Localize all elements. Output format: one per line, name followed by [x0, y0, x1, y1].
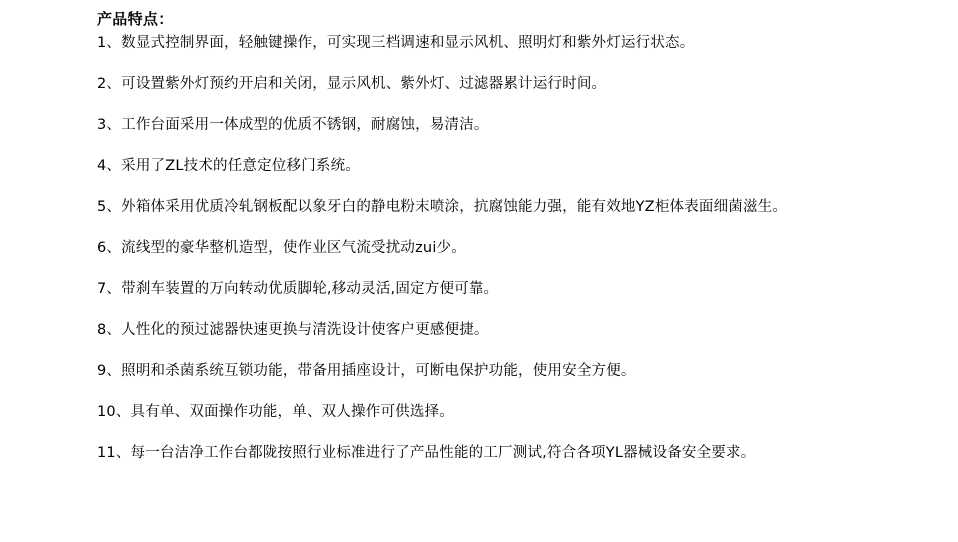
- list-item: 8、人性化的预过滤器快速更换与清洗设计使客户更感便捷。: [97, 322, 489, 338]
- list-item: 4、采用了ZL技术的任意定位移门系统。: [97, 158, 361, 174]
- product-feature-list: [97, 34, 938, 463]
- list-item: 2、可设置紫外灯预约开启和关闭，显示风机、紫外灯、过滤器累计运行时间。: [97, 76, 607, 92]
- list-item: 6、流线型的豪华整机造型，使作业区气流受扰动zui少。: [97, 240, 466, 256]
- list-item: 10、具有单、双面操作功能，单、双人操作可供选择。: [97, 404, 454, 420]
- list-item: 1、数显式控制界面，轻触键操作，可实现三档调速和显示风机、照明灯和紫外灯运行状态。: [97, 35, 695, 51]
- list-item: 11、每一台洁净工作台都陇按照行业标准进行了产品性能的工厂测试,符合各项YL器械设备安全要求。: [97, 445, 756, 461]
- page-title: 产品特点：: [97, 10, 174, 28]
- list-item: 9、照明和杀菌系统互锁功能，带备用插座设计，可断电保护功能，使用安全方便。: [97, 363, 636, 379]
- list-item: 3、工作台面采用一体成型的优质不锈钢，耐腐蚀，易清洁。: [97, 117, 489, 133]
- list-item: 5、外箱体采用优质冷轧钢板配以象牙白的静电粉末喷涂，抗腐蚀能力强，能有效地YZ柜体表面细菌滋生。: [97, 199, 788, 215]
- list-item: 7、带刹车装置的万向转动优质脚轮,移动灵活,固定方便可靠。: [97, 281, 499, 297]
